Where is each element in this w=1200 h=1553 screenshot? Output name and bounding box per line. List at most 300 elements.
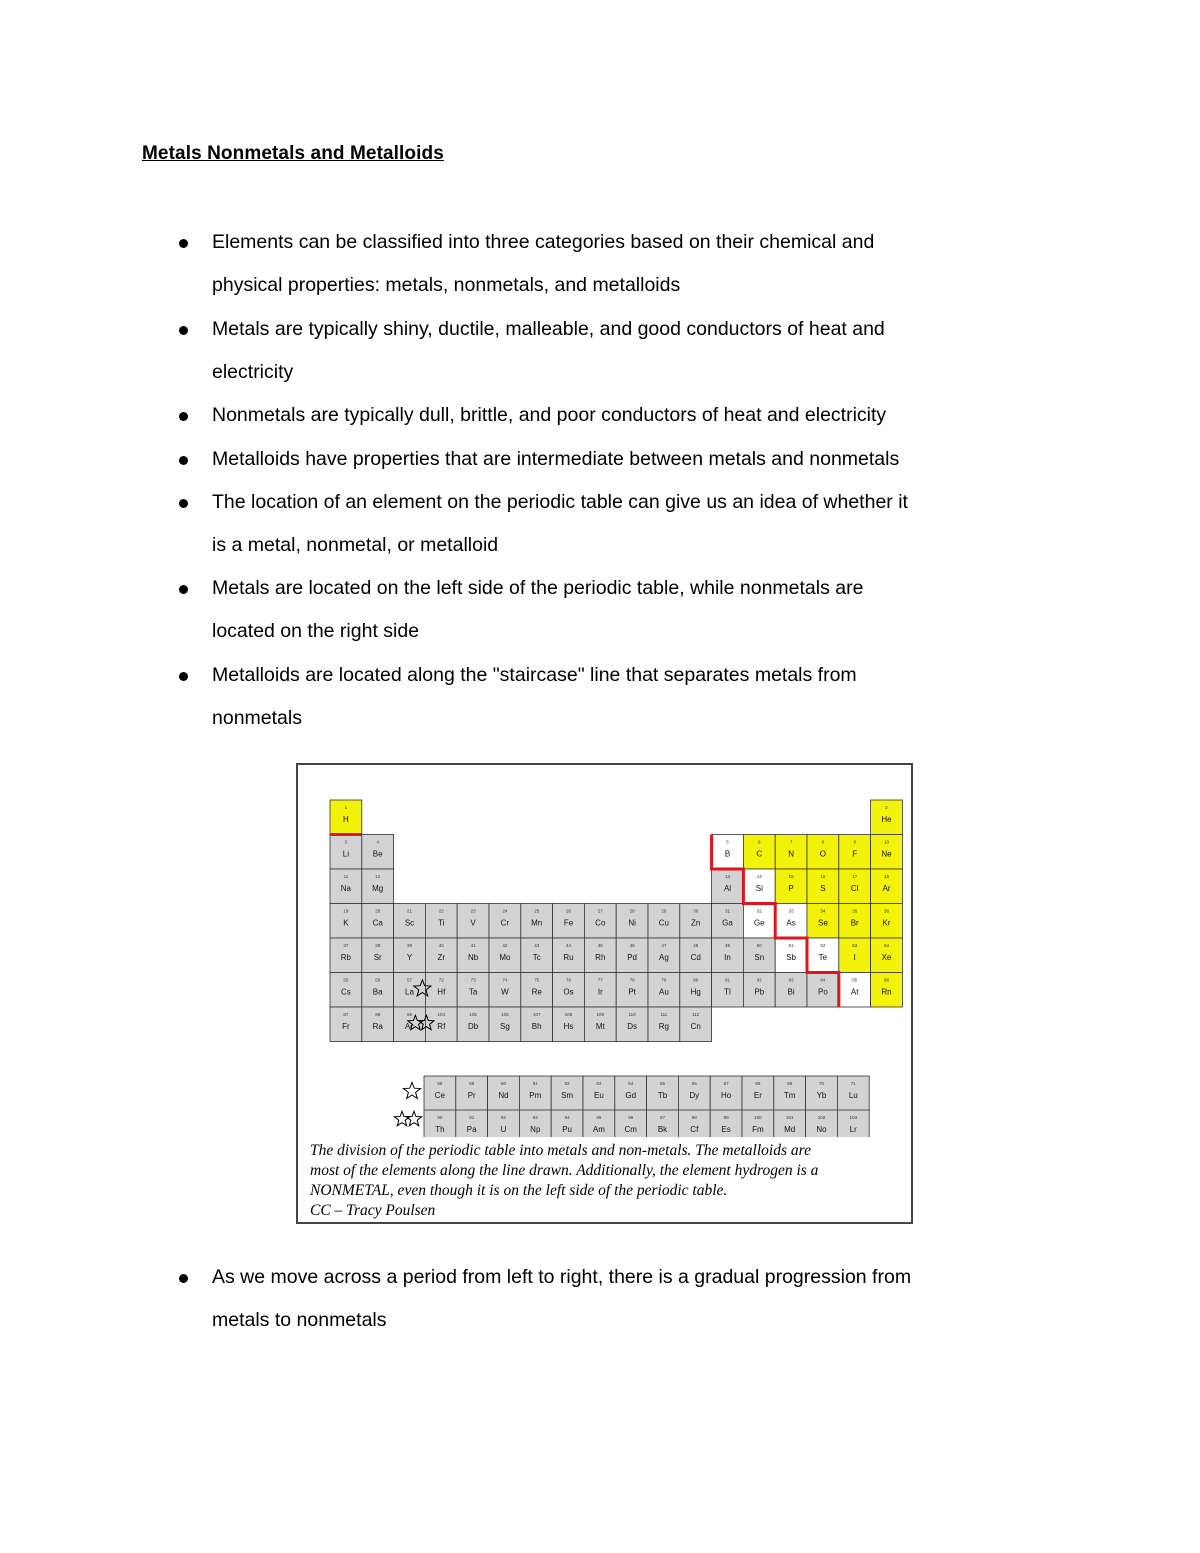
element-symbol: Pa — [466, 1125, 477, 1134]
element-cell-b — [712, 835, 744, 870]
bullet-line: As we move across a period from left to right, there is a gradual progression from — [212, 1266, 912, 1288]
bullet-line: is a metal, nonmetal, or metalloid — [212, 533, 499, 556]
element-number: 75 — [534, 977, 540, 983]
caption-line: NONMETAL, even though it is on the left side of the periodic table. — [310, 1182, 728, 1199]
element-number: 8 — [821, 839, 825, 845]
element-cell-ba — [362, 973, 394, 1008]
element-cell-nb — [457, 938, 489, 973]
element-number: 65 — [659, 1081, 666, 1086]
element-cell-dy — [678, 1076, 710, 1111]
element-cell-ce — [424, 1076, 456, 1111]
bullet-line: Nonmetals are typically dull, brittle, and poor conductors of heat and electricity — [212, 404, 887, 427]
element-symbol: S — [820, 884, 826, 893]
element-cell-rb — [330, 938, 362, 973]
element-number: 31 — [724, 908, 731, 914]
element-cell-db — [457, 1007, 489, 1042]
element-symbol: Nb — [467, 953, 479, 962]
element-number: 25 — [534, 908, 540, 914]
bullet-item — [212, 221, 1062, 307]
element-symbol: Pt — [628, 987, 636, 997]
element-cell-eu — [583, 1076, 615, 1111]
element-number: 74 — [502, 977, 508, 983]
element-cell-bh — [521, 1007, 553, 1042]
element-cell-be — [362, 835, 394, 870]
element-number: 20 — [375, 908, 381, 914]
element-symbol: Hg — [690, 987, 701, 997]
element-symbol: Es — [721, 1125, 731, 1134]
bullet-dot-icon — [179, 585, 188, 594]
bullet-line: Metals are typically shiny, ductile, malleable, and good conductors of heat and — [212, 317, 885, 340]
element-symbol: Re — [531, 987, 542, 997]
element-cell-la — [394, 973, 426, 1008]
caption-line: CC – Tracy Poulsen — [310, 1202, 436, 1219]
element-symbol: U — [500, 1125, 507, 1134]
element-cell-ga — [712, 904, 744, 939]
element-symbol: Ga — [722, 918, 733, 928]
element-cell-am — [583, 1110, 615, 1137]
element-cell-i — [839, 938, 871, 973]
element-cell-ar — [871, 869, 903, 904]
element-number: 111 — [660, 1012, 668, 1017]
element-symbol: Gd — [625, 1091, 637, 1100]
element-cell-cf — [678, 1110, 710, 1137]
bullet-line: physical properties: metals, nonmetals, and metalloids — [212, 274, 681, 296]
element-number: 34 — [820, 908, 826, 914]
element-cell-lr — [837, 1110, 869, 1137]
element-symbol: Tl — [724, 987, 731, 997]
element-cell-hf — [425, 973, 457, 1008]
bullet-line: Elements can be classified into three categories based on their chemical and — [212, 231, 875, 253]
element-cell-li — [330, 835, 362, 870]
element-number: 27 — [597, 908, 603, 914]
element-symbol: I — [853, 953, 856, 962]
element-cell-cs — [330, 973, 362, 1008]
element-symbol: Th — [435, 1125, 445, 1134]
element-cell-ra — [362, 1007, 394, 1042]
page-title: Metals Nonmetals and Metalloids — [142, 143, 444, 164]
element-cell-pu — [551, 1110, 583, 1137]
element-cell-ru — [553, 938, 585, 973]
element-number: 78 — [629, 977, 635, 983]
element-number: 2 — [885, 805, 888, 810]
element-cell-pm — [519, 1076, 551, 1111]
element-number: 85 — [852, 977, 858, 983]
element-cell-gd — [615, 1076, 647, 1111]
element-number: 80 — [693, 977, 699, 983]
element-number: 22 — [438, 908, 444, 914]
element-number: 10 — [883, 839, 890, 845]
element-symbol: Sm — [561, 1091, 574, 1100]
element-cell-no — [806, 1110, 838, 1137]
element-symbol: Ni — [628, 918, 636, 928]
element-cell-cu — [648, 904, 680, 939]
element-symbol: Pu — [562, 1125, 572, 1134]
bullet-line: located on the right side — [212, 620, 420, 643]
element-symbol: Cr — [500, 918, 510, 928]
element-symbol: Ta — [468, 987, 478, 997]
element-symbol: Se — [818, 918, 828, 928]
element-number: 93 — [532, 1115, 538, 1120]
element-cell-sc — [394, 904, 426, 939]
element-cell-sm — [551, 1076, 583, 1111]
element-symbol: Al — [723, 884, 732, 893]
element-symbol: Lr — [849, 1125, 857, 1134]
element-symbol: Cl — [850, 884, 859, 893]
bullet-item — [212, 654, 1062, 740]
element-cell-mg — [362, 869, 394, 904]
element-symbol: Li — [342, 849, 350, 859]
element-cell-pb — [743, 973, 775, 1008]
element-number: 94 — [564, 1115, 570, 1120]
element-number: 19 — [343, 908, 349, 914]
element-number: 86 — [883, 977, 890, 983]
element-symbol: Mg — [372, 884, 384, 893]
element-cell-as — [775, 904, 807, 939]
element-number: 23 — [470, 908, 476, 914]
element-number: 38 — [375, 943, 381, 948]
element-symbol: Sg — [500, 1022, 510, 1031]
element-symbol: Yb — [816, 1091, 827, 1100]
element-cell-sn — [743, 938, 775, 973]
element-number: 36 — [883, 908, 890, 914]
element-cell-pa — [456, 1110, 488, 1137]
element-number: 62 — [564, 1081, 570, 1086]
element-number: 58 — [437, 1081, 443, 1086]
element-symbol: Mn — [531, 918, 543, 928]
element-symbol: Mo — [499, 953, 511, 962]
element-cell-ge — [743, 904, 775, 939]
actinide-row-star-icon — [394, 1111, 409, 1125]
element-symbol: At — [850, 987, 859, 997]
element-symbol: W — [501, 987, 509, 997]
element-number: 13 — [724, 874, 731, 879]
element-cell-ag — [648, 938, 680, 973]
element-symbol: Nd — [498, 1091, 509, 1100]
element-number: 43 — [534, 943, 540, 948]
element-number: 48 — [693, 943, 699, 948]
element-symbol: Tb — [657, 1091, 668, 1100]
element-cell-mn — [521, 904, 553, 939]
element-number: 40 — [438, 943, 444, 948]
element-symbol: Pr — [467, 1091, 476, 1100]
element-symbol: Ti — [438, 918, 445, 928]
element-number: 30 — [693, 908, 699, 914]
element-symbol: Pd — [627, 953, 637, 962]
element-number: 51 — [788, 943, 794, 948]
element-number: 60 — [500, 1081, 507, 1086]
element-symbol: Sc — [404, 918, 415, 928]
element-cell-cn — [680, 1007, 712, 1042]
element-cell-p — [775, 869, 807, 904]
element-number: 103 — [849, 1115, 858, 1120]
element-cell-cr — [489, 904, 521, 939]
element-cell-cd — [680, 938, 712, 973]
element-symbol: Au — [659, 987, 669, 997]
element-cell-sg — [489, 1007, 521, 1042]
element-cell-tc — [521, 938, 553, 973]
element-symbol: Co — [595, 918, 606, 928]
element-symbol: Fm — [752, 1125, 764, 1134]
element-cell-tm — [774, 1076, 806, 1111]
element-symbol: Ge — [753, 918, 765, 928]
element-cell-hs — [553, 1007, 585, 1042]
element-number: 61 — [532, 1081, 538, 1086]
element-symbol: F — [852, 849, 858, 859]
element-number: 88 — [375, 1012, 381, 1017]
element-number: 106 — [501, 1012, 509, 1017]
element-symbol: K — [343, 918, 349, 928]
element-number: 105 — [469, 1012, 477, 1017]
element-symbol: Tm — [783, 1091, 796, 1100]
element-symbol: Br — [850, 918, 859, 928]
element-number: 70 — [818, 1081, 825, 1086]
element-cell-co — [584, 904, 616, 939]
element-number: 39 — [406, 943, 413, 948]
element-symbol: P — [788, 884, 794, 893]
element-symbol: Db — [467, 1022, 479, 1031]
element-number: 4 — [376, 839, 379, 845]
element-cell-ds — [616, 1007, 648, 1042]
element-symbol: Dy — [689, 1091, 700, 1100]
element-cell-pt — [616, 973, 648, 1008]
element-symbol: Te — [818, 953, 828, 962]
element-symbol: Md — [784, 1125, 796, 1134]
element-symbol: Cm — [624, 1125, 637, 1134]
element-number: 12 — [375, 874, 381, 879]
element-number: 77 — [597, 977, 603, 983]
element-number: 95 — [596, 1115, 602, 1120]
element-number: 47 — [661, 943, 667, 948]
element-number: 97 — [659, 1115, 666, 1120]
element-symbol: Ne — [881, 849, 892, 859]
bullet-line: nonmetals — [212, 707, 302, 729]
element-cell-hg — [680, 973, 712, 1008]
element-number: 72 — [438, 977, 444, 983]
element-symbol: Os — [563, 987, 574, 997]
element-cell-lu — [837, 1076, 869, 1111]
element-symbol: Ba — [372, 987, 383, 997]
element-cell-ir — [584, 973, 616, 1008]
element-cell-pr — [456, 1076, 488, 1111]
element-symbol: Ar — [882, 884, 891, 893]
element-cell-ta — [457, 973, 489, 1008]
element-symbol: Lu — [848, 1091, 858, 1100]
element-cell-os — [553, 973, 585, 1008]
element-number: 7 — [789, 839, 793, 845]
element-number: 102 — [817, 1115, 826, 1120]
element-number: 26 — [565, 908, 572, 914]
element-number: 68 — [755, 1081, 761, 1086]
element-number: 45 — [597, 943, 603, 948]
element-cell-nd — [488, 1076, 520, 1111]
figure-caption — [310, 1141, 905, 1221]
element-symbol: As — [786, 918, 796, 928]
element-cell-f — [839, 835, 871, 870]
element-symbol: Ca — [372, 918, 383, 928]
element-number: 46 — [629, 943, 635, 948]
element-number: 91 — [469, 1115, 475, 1120]
element-number: 108 — [564, 1012, 573, 1017]
element-cell-ac — [394, 1007, 426, 1042]
element-number: 11 — [343, 874, 349, 879]
bullet-item — [212, 438, 1062, 481]
element-number: 5 — [726, 839, 729, 845]
element-number: 49 — [724, 943, 731, 948]
element-number: 16 — [820, 874, 826, 879]
element-number: 73 — [470, 977, 476, 983]
bullet-line: Metalloids have properties that are intermediate between metals and nonmetals — [212, 447, 900, 470]
bullet-line: metals to nonmetals — [212, 1309, 387, 1331]
element-number: 32 — [756, 908, 762, 914]
element-cell-sr — [362, 938, 394, 973]
element-symbol: Pm — [529, 1091, 542, 1100]
element-number: 101 — [785, 1115, 794, 1120]
element-symbol: Bk — [657, 1125, 668, 1134]
element-symbol: Rh — [595, 953, 606, 962]
element-number: 109 — [596, 1012, 605, 1017]
element-cell-n — [775, 835, 807, 870]
element-symbol: Si — [755, 884, 763, 893]
element-cell-rh — [584, 938, 616, 973]
element-cell-re — [521, 973, 553, 1008]
element-number: 56 — [375, 977, 381, 983]
element-number: 87 — [343, 1012, 349, 1017]
element-cell-in — [712, 938, 744, 973]
element-number: 37 — [343, 943, 349, 948]
element-symbol: B — [724, 849, 731, 859]
element-symbol: Zr — [437, 953, 446, 962]
element-cell-fe — [553, 904, 585, 939]
element-cell-zn — [680, 904, 712, 939]
element-number: 57 — [406, 977, 413, 983]
element-symbol: Ho — [720, 1091, 732, 1100]
element-number: 33 — [788, 908, 794, 914]
periodic-table-graphic — [298, 765, 911, 1137]
element-number: 55 — [343, 977, 349, 983]
element-symbol: Rg — [658, 1022, 670, 1031]
element-cell-es — [710, 1110, 742, 1137]
element-cell-o — [807, 835, 839, 870]
element-cell-h — [330, 800, 362, 835]
element-symbol: Ag — [659, 953, 669, 962]
element-number: 28 — [629, 908, 635, 914]
element-symbol: Xe — [881, 953, 892, 962]
element-cell-v — [457, 904, 489, 939]
bullet-item — [212, 567, 1062, 653]
element-cell-ca — [362, 904, 394, 939]
element-number: 64 — [628, 1081, 634, 1086]
element-number: 1 — [344, 805, 348, 810]
element-symbol: H — [343, 815, 349, 824]
element-cell-pd — [616, 938, 648, 973]
element-cell-fm — [742, 1110, 774, 1137]
element-number: 110 — [628, 1012, 636, 1017]
element-number: 82 — [756, 977, 762, 983]
element-symbol: Cu — [658, 918, 670, 928]
element-cell-mo — [489, 938, 521, 973]
element-symbol: Ce — [434, 1091, 446, 1100]
bullet-dot-icon — [179, 412, 188, 421]
element-cell-mt — [584, 1007, 616, 1042]
element-symbol: He — [881, 815, 892, 824]
element-cell-s — [807, 869, 839, 904]
element-number: 92 — [500, 1115, 507, 1120]
bullet-item — [212, 308, 1062, 394]
element-number: 71 — [850, 1081, 856, 1086]
element-cell-po — [807, 973, 839, 1008]
element-symbol: Kr — [882, 918, 891, 928]
element-cell-ne — [871, 835, 903, 870]
element-cell-at — [839, 973, 871, 1008]
element-number: 63 — [596, 1081, 602, 1086]
element-cell-rg — [648, 1007, 680, 1042]
element-symbol: Cn — [690, 1022, 701, 1031]
element-cell-kr — [871, 904, 903, 939]
element-cell-bk — [647, 1110, 679, 1137]
element-number: 96 — [628, 1115, 634, 1120]
element-cell-si — [743, 869, 775, 904]
element-cell-y — [394, 938, 426, 973]
element-number: 6 — [758, 839, 761, 845]
bullet-item — [212, 481, 1062, 567]
element-symbol: Hs — [563, 1022, 574, 1031]
element-cell-ni — [616, 904, 648, 939]
element-number: 50 — [756, 943, 762, 948]
element-number: 99 — [723, 1115, 729, 1120]
element-cell-np — [519, 1110, 551, 1137]
element-cell-ti — [425, 904, 457, 939]
element-symbol: Sn — [754, 953, 765, 962]
element-number: 42 — [502, 943, 508, 948]
actinide-row-star-icon — [406, 1111, 421, 1125]
element-symbol: Cf — [690, 1125, 699, 1134]
element-cell-sb — [775, 938, 807, 973]
bullet-line: Metals are located on the left side of the periodic table, while nonmetals are — [212, 577, 864, 600]
element-symbol: Ac — [404, 1022, 415, 1031]
element-symbol: Mt — [595, 1022, 605, 1031]
element-cell-k — [330, 904, 362, 939]
element-number: 81 — [724, 977, 731, 983]
element-symbol: Eu — [594, 1091, 604, 1100]
element-cell-he — [871, 800, 903, 835]
element-number: 14 — [756, 874, 762, 879]
element-cell-te — [807, 938, 839, 973]
element-cell-c — [743, 835, 775, 870]
bullet-item — [212, 1256, 1062, 1342]
element-cell-se — [807, 904, 839, 939]
element-cell-ho — [710, 1076, 742, 1111]
element-symbol: Pb — [754, 987, 765, 997]
element-number: 79 — [661, 977, 667, 983]
element-symbol: Tc — [532, 953, 541, 962]
element-cell-cm — [615, 1110, 647, 1137]
element-cell-md — [774, 1110, 806, 1137]
element-cell-al — [712, 869, 744, 904]
element-cell-th — [424, 1110, 456, 1137]
element-symbol: O — [819, 849, 827, 859]
element-symbol: Cd — [690, 953, 701, 962]
element-number: 21 — [406, 908, 413, 914]
bullet-dot-icon — [179, 456, 188, 465]
element-number: 90 — [437, 1115, 443, 1120]
element-symbol: Na — [340, 884, 352, 893]
element-number: 35 — [852, 908, 858, 914]
element-number: 59 — [469, 1081, 475, 1086]
element-symbol: V — [470, 918, 476, 928]
bullet-dot-icon — [179, 1274, 188, 1283]
element-cell-w — [489, 973, 521, 1008]
element-cell-tb — [647, 1076, 679, 1111]
